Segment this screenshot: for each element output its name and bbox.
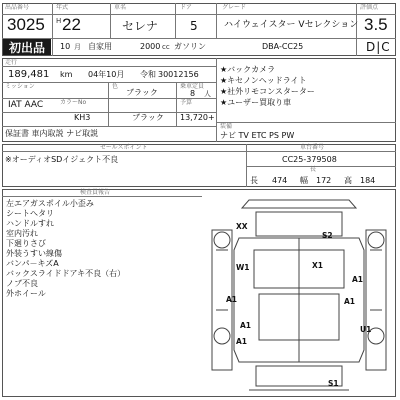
price-suffix: + [208, 113, 215, 122]
shaken-label: 令和 [140, 70, 156, 79]
chassis-number: CC25-379508 [282, 155, 337, 164]
mileage-unit: km [60, 70, 73, 79]
damage-tag-a1: A1 [226, 295, 238, 304]
damage-tag-a1: A1 [352, 275, 364, 284]
label-dimensions: 長 [310, 166, 317, 173]
serial: 30012156 [158, 70, 199, 79]
label-year: 年式 [56, 4, 69, 11]
equipment: ナビ TV ETC PS PW [220, 131, 295, 140]
label-color: 色 [112, 83, 119, 90]
feature-item: ★キセノンヘッドライト [220, 76, 307, 85]
inspector-note: 外ホイール [6, 289, 46, 298]
label-grade: グレード [222, 4, 247, 11]
transmission: IAT AAC [8, 100, 44, 110]
label-name: 車名 [114, 4, 127, 11]
door-count: 5 [190, 19, 198, 33]
inspector-note: バンパ－キズA [6, 259, 59, 268]
label-chassis: 車台番号 [300, 144, 325, 151]
inspector-note: 外装うすい線傷 [6, 249, 62, 258]
damage-tag-x1: X1 [312, 261, 324, 270]
width: 172 [316, 176, 332, 185]
history: 保証書 車内取説 ナビ取説 [5, 129, 99, 138]
color-code: KH3 [74, 113, 91, 122]
interior-exterior-grade: D|C [366, 40, 391, 54]
model-code: DBA-CC25 [262, 42, 304, 51]
model-month: 10 [60, 42, 71, 51]
month-unit: 月 [74, 43, 81, 51]
width-label: 幅 [300, 176, 308, 185]
inspector-note: バックスライドドアキ不良（右） [6, 269, 126, 278]
damage-tag-w1: W1 [236, 263, 250, 272]
displacement-unit: cc [162, 43, 170, 51]
sales-point: ※オーディオSDイジェクト不良 [5, 155, 119, 164]
model-year: 22 [62, 15, 81, 34]
label-capacity: 乗車定員 [180, 83, 205, 90]
damage-tag-a1: A1 [240, 321, 252, 330]
label-notes: セールスポイント [100, 144, 148, 151]
trim: ブラック [132, 113, 164, 122]
height-label: 高 [344, 176, 352, 185]
label-trans: ミッション [5, 83, 35, 90]
inspector-note: シートへタリ [6, 209, 54, 218]
inspector-note: ハンドルすれ [6, 219, 54, 228]
label-equipment: 装備 [220, 123, 233, 130]
lot-number: 3025 [7, 15, 45, 34]
vehicle-damage-diagram [204, 190, 394, 396]
price: 13,720 [180, 113, 208, 122]
capacity: 8 [190, 89, 196, 98]
damage-tag-xx: XX [236, 222, 248, 231]
inspector-note: 下廻りさび [6, 239, 46, 248]
first-listing-badge: 初出品 [3, 39, 51, 55]
label-doors: ドア [180, 4, 192, 11]
label-score: 評価点 [360, 4, 379, 11]
displacement: 2000 [140, 42, 161, 51]
feature-item: ★バックカメラ [220, 65, 276, 74]
capacity-unit: 人 [204, 90, 211, 98]
feature-item: ★社外リモコンスターター [220, 87, 315, 96]
damage-tag-u1: U1 [360, 325, 372, 334]
inspector-note: 室内汚れ [6, 229, 38, 238]
inspection-date: 04年10月 [88, 70, 125, 79]
grade: ハイウェイスター Vセレクション [224, 20, 359, 30]
fuel: ガソリン [174, 42, 206, 51]
inspector-note: ノブ不良 [6, 279, 38, 288]
length-label: 長 [250, 176, 258, 185]
damage-tag-s1: S1 [328, 379, 339, 388]
damage-tag-s2: S2 [322, 231, 333, 240]
feature-item: ★ユーザー買取り車 [220, 98, 292, 107]
label-lot: 出品番号 [5, 4, 30, 11]
label-price: 予算 [180, 99, 193, 106]
damage-tag-a1: A1 [236, 337, 248, 346]
usage: 自家用 [88, 42, 112, 51]
label-mileage: 走行 [5, 59, 18, 66]
length: 474 [272, 176, 288, 185]
damage-tag-a1: A1 [344, 297, 356, 306]
auction-score: 3.5 [364, 15, 388, 34]
label-color-code: カラーNo [60, 99, 87, 106]
height: 184 [360, 176, 376, 185]
car-name: セレナ [122, 19, 159, 33]
mileage: 189,481 [8, 69, 50, 80]
color: ブラック [126, 88, 158, 97]
inspector-note: 左エアガスポイル小歪み [6, 199, 94, 208]
label-inspector: 検査員報告 [80, 189, 111, 196]
era-prefix: H [56, 17, 62, 25]
